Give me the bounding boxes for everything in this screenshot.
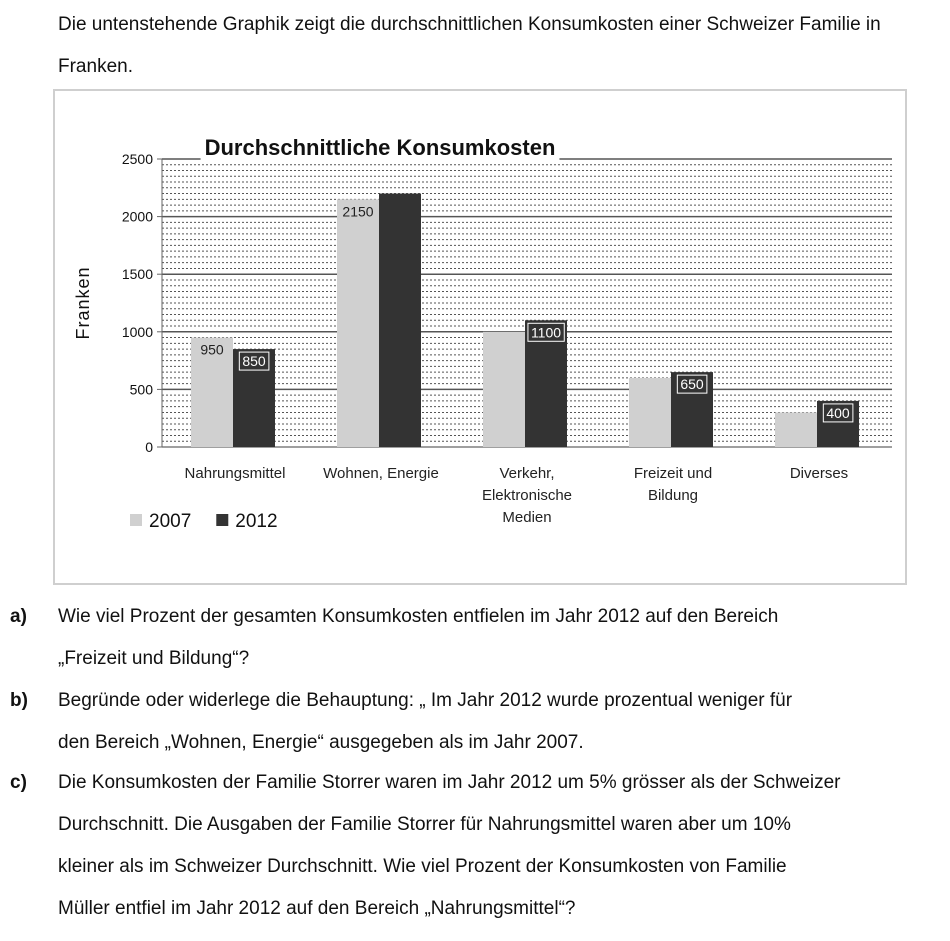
x-tick-label: Wohnen, Energie <box>323 465 439 482</box>
question-label: a) <box>10 606 27 627</box>
data-label: 400 <box>826 404 850 421</box>
question-text <box>58 596 943 680</box>
x-tick-label: Elektronische <box>481 487 573 504</box>
x-tick-label: Verkehr, <box>499 465 555 482</box>
question-line: Begründe oder widerlege die Behauptung: „ Im Jahr 2012 wurde prozentual weniger für <box>58 690 793 711</box>
question-line: den Bereich „Wohnen, Energie“ ausgegeben als im Jahr 2007. <box>58 732 584 753</box>
data-label: 2150 <box>342 203 374 220</box>
question-line: Müller entfiel im Jahr 2012 auf den Bereich „Nahrungsmittel“? <box>58 898 576 919</box>
data-label: 1100 <box>530 324 562 341</box>
data-label: 850 <box>242 353 266 370</box>
question-line: Wie viel Prozent der gesamten Konsumkosten entfielen im Jahr 2012 auf den Bereich <box>58 606 779 627</box>
bar-2007-2 <box>483 332 525 447</box>
y-tick-label: 500 <box>129 381 153 398</box>
question-text <box>58 680 943 764</box>
question-line: Durchschnitt. Die Ausgaben der Familie Storrer für Nahrungsmittel waren aber um 10% <box>58 814 791 835</box>
x-tick-label: Nahrungsmittel <box>184 465 286 482</box>
question-line: Die Konsumkosten der Familie Storrer waren im Jahr 2012 um 5% grösser als der Schweizer <box>58 772 841 793</box>
question-line: „Freizeit und Bildung“? <box>58 648 250 669</box>
y-tick-label: 2500 <box>121 151 153 167</box>
legend-label: 2007 <box>149 511 192 532</box>
x-tick-label: Medien <box>502 509 552 526</box>
legend-swatch-2007 <box>130 514 142 526</box>
y-axis-label: Franken <box>73 266 93 340</box>
legend-label: 2012 <box>235 511 278 532</box>
bar-2007-4 <box>775 412 817 447</box>
x-tick-label: Bildung <box>647 487 699 504</box>
chart-frame <box>53 89 907 585</box>
y-tick-label: 1000 <box>121 323 153 340</box>
y-tick-label: 1500 <box>121 266 153 283</box>
data-label: 950 <box>200 341 224 358</box>
legend-swatch-2012 <box>216 514 228 526</box>
bar-2012-1 <box>379 194 421 447</box>
intro-text: Die untenstehende Graphik zeigt die durchschnittlichen Konsumkosten einer Schweizer Familie in Franken. <box>58 14 881 77</box>
question-line: kleiner als im Schweizer Durchschnitt. Wie viel Prozent der Konsumkosten von Familie <box>58 856 787 877</box>
bar-2007-3 <box>629 378 671 447</box>
question-text <box>58 762 943 930</box>
x-tick-label: Freizeit und <box>633 465 713 482</box>
chart-title: Durchschnittliche Konsumkosten <box>204 135 556 160</box>
y-tick-label: 0 <box>145 439 153 455</box>
bar-2007-1 <box>337 199 379 447</box>
data-label: 650 <box>680 376 704 393</box>
bar-chart <box>55 91 905 583</box>
y-tick-label: 2000 <box>121 208 153 225</box>
question-label: b) <box>10 690 28 711</box>
x-tick-label: Diverses <box>789 465 849 482</box>
question-label: c) <box>10 772 27 793</box>
